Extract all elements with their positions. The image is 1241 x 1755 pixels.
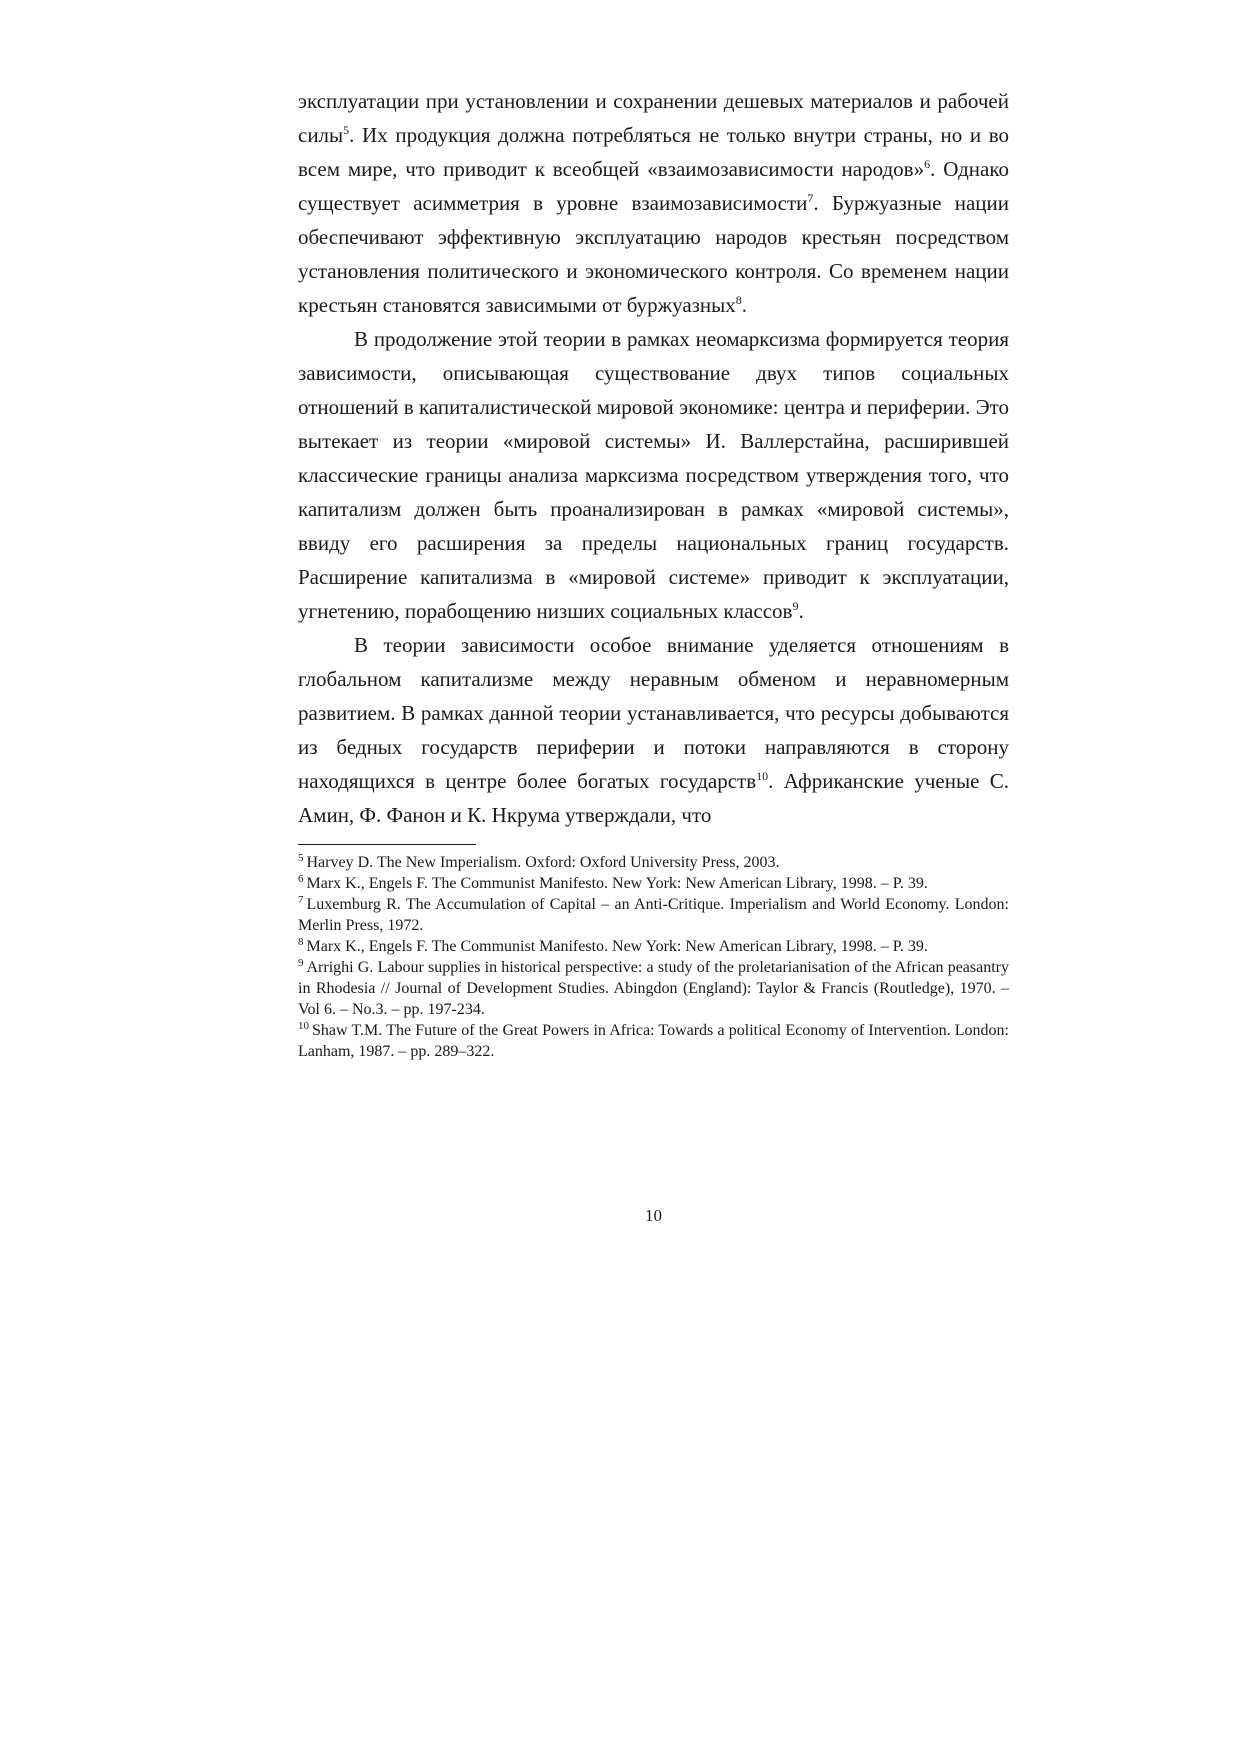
- footnote-separator: [298, 844, 476, 845]
- paragraph-text: .: [798, 599, 804, 623]
- paragraph-text: . Буржуазные нации обеспечивают эффективную эксплуатацию народов крестьян посредством установления политического и экономического контроля. Со временем нации крестьян становятся зависимыми от буржуазных: [298, 191, 1009, 317]
- footnote-reference[interactable]: 6: [924, 157, 931, 171]
- footnote-reference[interactable]: 8: [735, 293, 742, 307]
- footnote-number: 6: [298, 872, 304, 885]
- footnote-text: Marx K., Engels F. The Communist Manifesto. New York: New American Library, 1998. – P. 39.: [306, 875, 928, 892]
- footnote: [298, 852, 1009, 873]
- footnote: [298, 1020, 1009, 1062]
- footnote-text: Harvey D. The New Imperialism. Oxford: Oxford University Press, 2003.: [306, 854, 780, 871]
- footnote-number: 7: [298, 893, 304, 906]
- footnote-reference[interactable]: 9: [792, 599, 799, 613]
- footnote-text: Marx K., Engels F. The Communist Manifesto. New York: New American Library, 1998. – P. 39.: [306, 938, 928, 955]
- footnote-number: 5: [298, 851, 304, 864]
- paragraph-text: В теории зависимости особое внимание уделяется отношениям в глобальном капитализме между неравным обменом и неравномерным развитием. В рамках данной теории устанавливается, что ресурсы добываются из бедных государств периферии и потоки направляются в сторону находящихся в центре более богатых государств: [298, 633, 1009, 793]
- footnote-text: Luxemburg R. The Accumulation of Capital – an Anti-Critique. Imperialism and World Economy. London: Merlin Press, 1972.: [298, 896, 1009, 934]
- footnotes: [298, 852, 1009, 1062]
- paragraph-text: . Однако существует асимметрия в уровне взаимозависимости: [298, 157, 1009, 215]
- paragraph: [298, 84, 1009, 322]
- footnote-number: 9: [298, 956, 304, 969]
- paragraph-text: .: [741, 293, 748, 317]
- footnote-text: Shaw T.M. The Future of the Great Powers in Africa: Towards a political Economy of Intervention. London: Lanham, 1987. – pp. 289–322.: [298, 1022, 1009, 1060]
- paragraph-text: . Африканские ученые С. Амин, Ф. Фанон и К. Нкрума утверждали, что: [298, 769, 1009, 827]
- paragraph: [298, 322, 1009, 628]
- footnote-reference[interactable]: 10: [756, 769, 769, 783]
- footnote: [298, 894, 1009, 936]
- paragraph-text: . Их продукция должна потребляться не только внутри страны, но и во всем мире, что приводит к всеобщей «взаимозависимости народов»: [298, 123, 1009, 181]
- footnote: [298, 936, 1009, 957]
- footnote-number: 10: [298, 1019, 309, 1032]
- paragraph-text: эксплуатации при установлении и сохранении дешевых материалов и рабочей силы: [298, 89, 1009, 147]
- page-number: 10: [645, 1206, 662, 1225]
- footnote: [298, 873, 1009, 894]
- footnote-text: Arrighi G. Labour supplies in historical perspective: a study of the proletarianisation of the African peasantry in Rhodesia // Journal of Development Studies. Abingdon (England): Taylor & Francis (Routledge), 1970. – Vol 6. – No.3. – pp. 197-234.: [298, 959, 1009, 1018]
- footnote-number: 8: [298, 935, 304, 948]
- footnote: [298, 957, 1009, 1020]
- paragraph-text: В продолжение этой теории в рамках неомарксизма формируется теория зависимости, описывающая существование двух типов социальных отношений в капиталистической мировой экономике: центра и периферии. Это вытекает из теории «мировой системы» И. Валлерстайна, расширившей классические границы анализа марксизма посредством утверждения того, что капитализм должен быть проанализирован в рамках «мировой системы», ввиду его расширения за пределы национальных границ государств. Расширение капитализма в «мировой системе» приводит к эксплуатации, угнетению, порабощению низших социальных классов: [298, 327, 1009, 623]
- page-body: [298, 84, 1009, 1062]
- footnote-reference[interactable]: 7: [807, 191, 814, 205]
- paragraph: [298, 628, 1009, 832]
- body-text: [298, 84, 1009, 832]
- footnote-reference[interactable]: 5: [343, 123, 350, 137]
